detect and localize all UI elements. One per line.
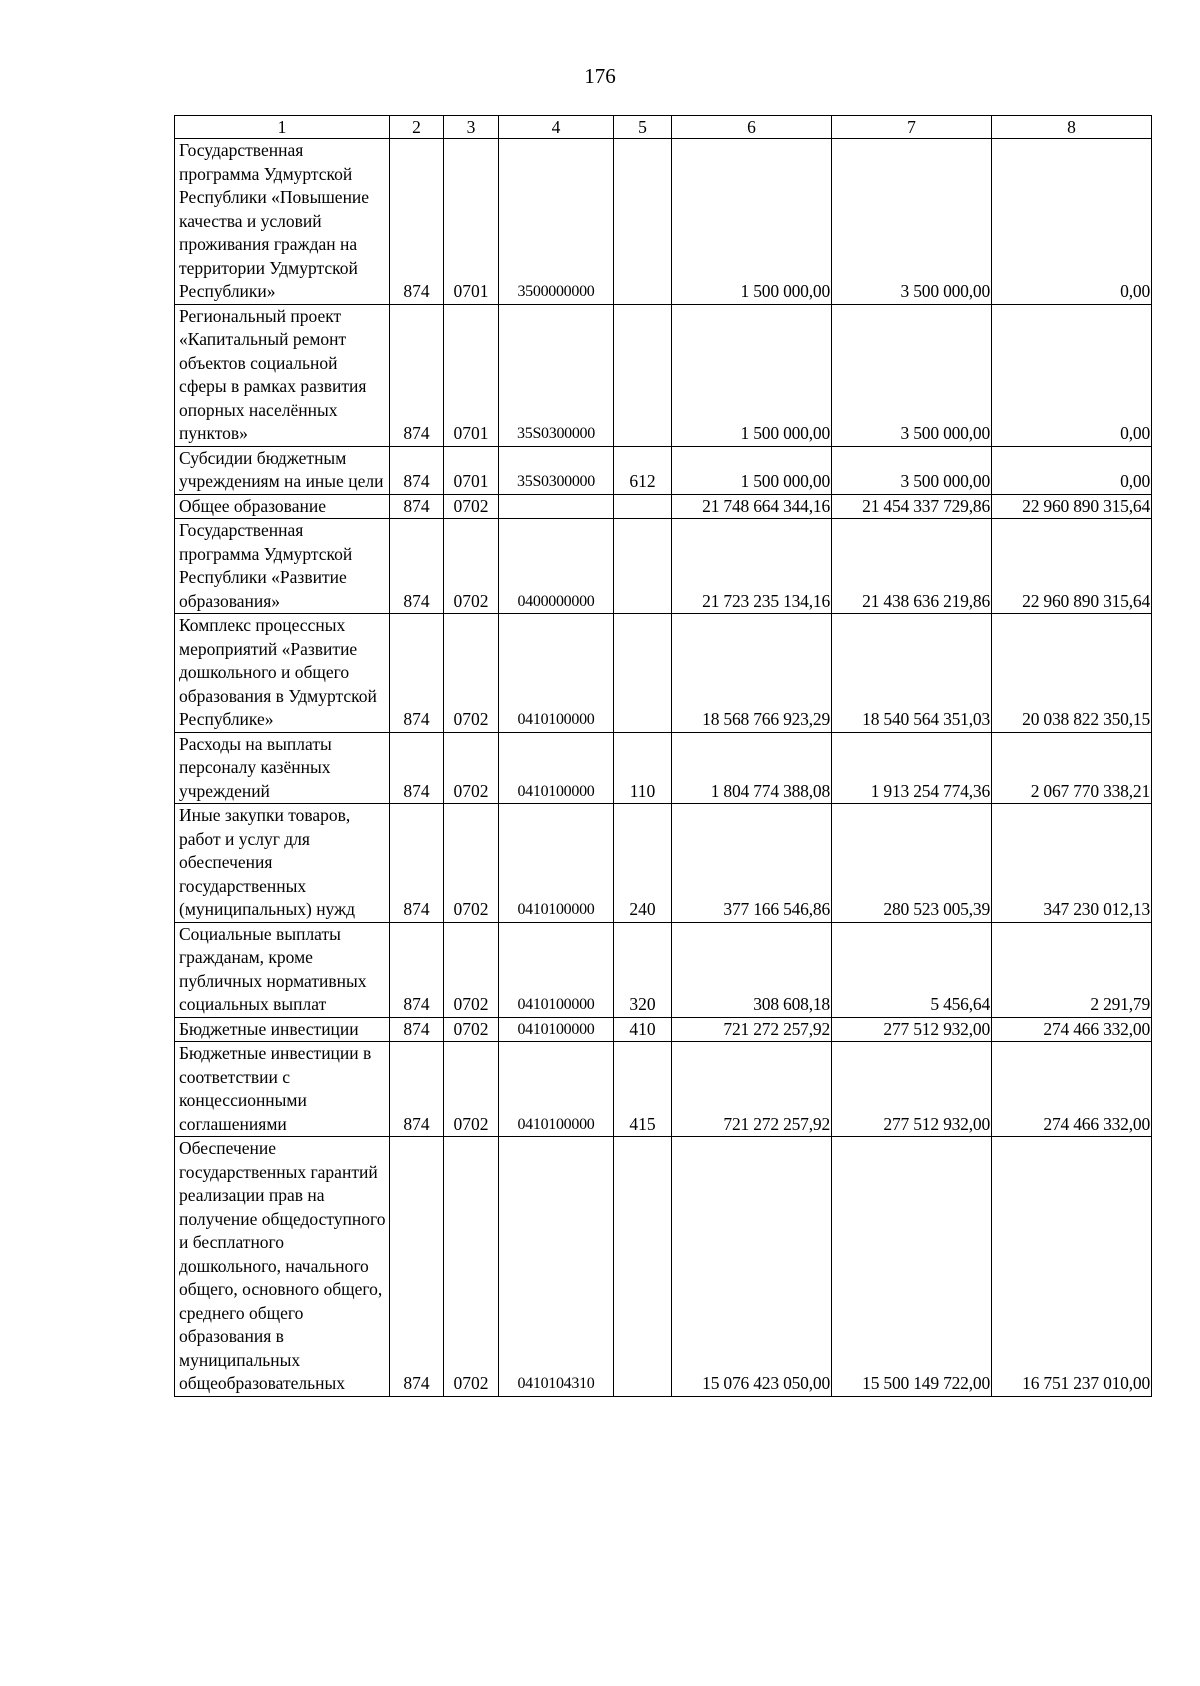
row-name-cell: Региональный проект «Капитальный ремонт объектов социальной сферы в рамках развития опорных населённых пунктов» (175, 304, 390, 446)
amount-col8-cell: 22 960 890 315,64 (992, 494, 1152, 519)
row-name-cell: Бюджетные инвестиции (175, 1017, 390, 1042)
amount-col7-cell: 5 456,64 (832, 922, 992, 1017)
admin-code-cell: 874 (390, 1017, 444, 1042)
amount-col6-cell: 18 568 766 923,29 (672, 614, 832, 733)
target-article-cell: 35S0300000 (499, 446, 614, 494)
amount-col6-cell: 1 500 000,00 (672, 304, 832, 446)
amount-col7-cell: 18 540 564 351,03 (832, 614, 992, 733)
expense-type-cell: 410 (614, 1017, 672, 1042)
amount-col7-cell: 3 500 000,00 (832, 139, 992, 305)
expense-type-cell (614, 139, 672, 305)
amount-col8-cell: 0,00 (992, 446, 1152, 494)
section-code-cell: 0702 (444, 1042, 499, 1137)
amount-col8-cell: 2 291,79 (992, 922, 1152, 1017)
section-code-cell: 0701 (444, 446, 499, 494)
section-code-cell: 0702 (444, 494, 499, 519)
admin-code-cell: 874 (390, 922, 444, 1017)
table-row (175, 1042, 1152, 1137)
amount-col6-cell: 15 076 423 050,00 (672, 1137, 832, 1397)
amount-col7-cell: 280 523 005,39 (832, 804, 992, 923)
section-code-cell: 0702 (444, 1017, 499, 1042)
amount-col7-cell: 3 500 000,00 (832, 446, 992, 494)
column-header: 6 (672, 116, 832, 139)
column-header: 2 (390, 116, 444, 139)
amount-col6-cell: 377 166 546,86 (672, 804, 832, 923)
amount-col6-cell: 721 272 257,92 (672, 1042, 832, 1137)
row-name-cell: Субсидии бюджетным учреждениям на иные цели (175, 446, 390, 494)
amount-col7-cell: 3 500 000,00 (832, 304, 992, 446)
section-code-cell: 0702 (444, 614, 499, 733)
row-name-cell: Расходы на выплаты персоналу казённых учреждений (175, 732, 390, 804)
row-name-cell: Обеспечение государственных гарантий реализации прав на получение общедоступного и бесплатного дошкольного, начального общего, основного общего, среднего общего образования в муниципальных общеобразовательных (175, 1137, 390, 1397)
amount-col8-cell: 0,00 (992, 139, 1152, 305)
table-header-row (175, 116, 1152, 139)
table-row (175, 614, 1152, 733)
amount-col8-cell: 347 230 012,13 (992, 804, 1152, 923)
target-article-cell: 0410100000 (499, 732, 614, 804)
amount-col6-cell: 1 500 000,00 (672, 139, 832, 305)
amount-col6-cell: 21 723 235 134,16 (672, 519, 832, 614)
section-code-cell: 0702 (444, 732, 499, 804)
table-row (175, 804, 1152, 923)
amount-col6-cell: 721 272 257,92 (672, 1017, 832, 1042)
target-article-cell: 0410100000 (499, 804, 614, 923)
column-header: 3 (444, 116, 499, 139)
budget-table (174, 115, 1152, 1397)
admin-code-cell: 874 (390, 614, 444, 733)
amount-col7-cell: 277 512 932,00 (832, 1042, 992, 1137)
target-article-cell: 0410100000 (499, 922, 614, 1017)
admin-code-cell: 874 (390, 446, 444, 494)
column-header: 1 (175, 116, 390, 139)
section-code-cell: 0702 (444, 922, 499, 1017)
expense-type-cell: 415 (614, 1042, 672, 1137)
target-article-cell: 35S0300000 (499, 304, 614, 446)
row-name-cell: Бюджетные инвестиции в соответствии с концессионными соглашениями (175, 1042, 390, 1137)
section-code-cell: 0702 (444, 519, 499, 614)
expense-type-cell: 320 (614, 922, 672, 1017)
amount-col6-cell: 1 500 000,00 (672, 446, 832, 494)
amount-col8-cell: 0,00 (992, 304, 1152, 446)
amount-col8-cell: 274 466 332,00 (992, 1042, 1152, 1137)
expense-type-cell (614, 304, 672, 446)
row-name-cell: Комплекс процессных мероприятий «Развитие дошкольного и общего образования в Удмуртской Республике» (175, 614, 390, 733)
column-header: 4 (499, 116, 614, 139)
row-name-cell: Иные закупки товаров, работ и услуг для обеспечения государственных (муниципальных) нужд (175, 804, 390, 923)
target-article-cell (499, 494, 614, 519)
section-code-cell: 0702 (444, 804, 499, 923)
target-article-cell: 0410100000 (499, 1017, 614, 1042)
table-row (175, 519, 1152, 614)
row-name-cell: Общее образование (175, 494, 390, 519)
section-code-cell: 0702 (444, 1137, 499, 1397)
table-row (175, 139, 1152, 305)
admin-code-cell: 874 (390, 139, 444, 305)
amount-col6-cell: 21 748 664 344,16 (672, 494, 832, 519)
admin-code-cell: 874 (390, 804, 444, 923)
table-row (175, 304, 1152, 446)
amount-col6-cell: 308 608,18 (672, 922, 832, 1017)
table-row (175, 1017, 1152, 1042)
amount-col6-cell: 1 804 774 388,08 (672, 732, 832, 804)
target-article-cell: 0410100000 (499, 614, 614, 733)
expense-type-cell (614, 519, 672, 614)
amount-col8-cell: 2 067 770 338,21 (992, 732, 1152, 804)
target-article-cell: 0410100000 (499, 1042, 614, 1137)
row-name-cell: Социальные выплаты гражданам, кроме публичных нормативных социальных выплат (175, 922, 390, 1017)
table-row (175, 1137, 1152, 1397)
amount-col8-cell: 22 960 890 315,64 (992, 519, 1152, 614)
column-header: 7 (832, 116, 992, 139)
target-article-cell: 0410104310 (499, 1137, 614, 1397)
amount-col8-cell: 274 466 332,00 (992, 1017, 1152, 1042)
expense-type-cell: 110 (614, 732, 672, 804)
row-name-cell: Государственная программа Удмуртской Республики «Развитие образования» (175, 519, 390, 614)
table-row (175, 732, 1152, 804)
table-row (175, 446, 1152, 494)
amount-col7-cell: 15 500 149 722,00 (832, 1137, 992, 1397)
amount-col7-cell: 1 913 254 774,36 (832, 732, 992, 804)
amount-col8-cell: 16 751 237 010,00 (992, 1137, 1152, 1397)
admin-code-cell: 874 (390, 494, 444, 519)
expense-type-cell (614, 494, 672, 519)
page-number: 176 (584, 64, 616, 88)
amount-col7-cell: 21 438 636 219,86 (832, 519, 992, 614)
expense-type-cell: 612 (614, 446, 672, 494)
section-code-cell: 0701 (444, 139, 499, 305)
target-article-cell: 0400000000 (499, 519, 614, 614)
section-code-cell: 0701 (444, 304, 499, 446)
row-name-cell: Государственная программа Удмуртской Республики «Повышение качества и условий проживания граждан на территории Удмуртской Республики» (175, 139, 390, 305)
admin-code-cell: 874 (390, 1137, 444, 1397)
admin-code-cell: 874 (390, 732, 444, 804)
admin-code-cell: 874 (390, 304, 444, 446)
admin-code-cell: 874 (390, 1042, 444, 1137)
column-header: 5 (614, 116, 672, 139)
table-row (175, 922, 1152, 1017)
admin-code-cell: 874 (390, 519, 444, 614)
amount-col7-cell: 21 454 337 729,86 (832, 494, 992, 519)
expense-type-cell (614, 614, 672, 733)
expense-type-cell (614, 1137, 672, 1397)
amount-col7-cell: 277 512 932,00 (832, 1017, 992, 1042)
column-header: 8 (992, 116, 1152, 139)
amount-col8-cell: 20 038 822 350,15 (992, 614, 1152, 733)
expense-type-cell: 240 (614, 804, 672, 923)
table-row (175, 494, 1152, 519)
target-article-cell: 3500000000 (499, 139, 614, 305)
